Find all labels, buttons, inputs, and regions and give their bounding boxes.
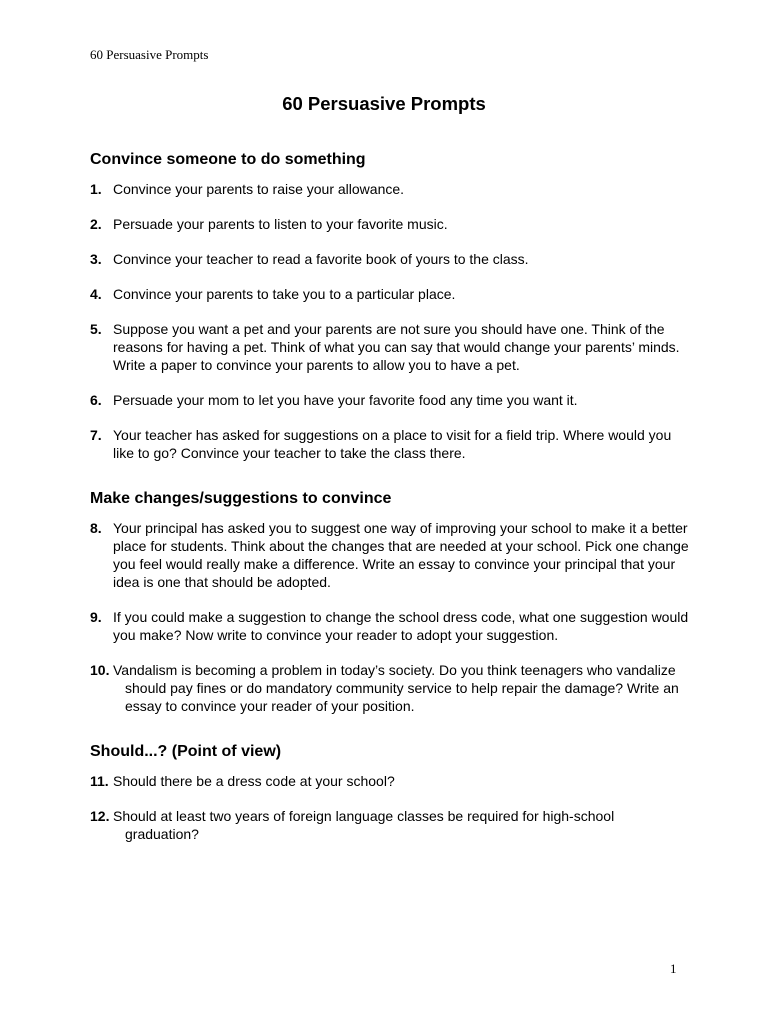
item-number: 11. [90, 773, 109, 789]
list-item [90, 180, 690, 198]
page-number: 1 [670, 961, 677, 976]
list-item [90, 320, 690, 374]
section-heading: Convince someone to do something [90, 151, 366, 168]
item-number: 8. [90, 520, 102, 536]
item-text: If you could make a suggestion to change the school dress code, what one suggestion would you make? Now write to convince your reader to adopt your suggestion. [113, 609, 689, 643]
section-heading: Should...? (Point of view) [90, 743, 282, 760]
item-number: 12. [90, 808, 110, 824]
item-text: Convince your parents to take you to a particular place. [113, 286, 456, 302]
list-item [90, 661, 690, 715]
item-number: 1. [90, 181, 102, 197]
list-item [90, 215, 690, 233]
item-text: Convince your teacher to read a favorite book of yours to the class. [113, 251, 529, 267]
item-text: Persuade your parents to listen to your favorite music. [113, 216, 448, 232]
document-body [90, 150, 690, 870]
item-text: Vandalism is becoming a problem in today’s society. Do you think teenagers who vandalize should pay fines or do mandatory community service to help repair the damage? Write an essay to convince your reader of your position. [113, 662, 679, 714]
list-item [90, 807, 690, 843]
item-number: 5. [90, 321, 102, 337]
item-number: 7. [90, 427, 102, 443]
item-text: Your principal has asked you to suggest one way of improving your school to make it a better place for students. Think about the changes that are needed at your school. Pick one change you feel would really make a difference. Write an essay to convince your principal that your idea is one that should be adopted. [113, 520, 689, 590]
item-number: 2. [90, 216, 102, 232]
running-header: 60 Persuasive Prompts [90, 47, 209, 62]
list-item [90, 285, 690, 303]
section-heading: Make changes/suggestions to convince [90, 490, 392, 507]
list-item [90, 772, 690, 790]
item-number: 6. [90, 392, 102, 408]
section-should-point-of-view [90, 742, 690, 843]
item-number: 4. [90, 286, 102, 302]
list-item [90, 391, 690, 409]
section-make-changes [90, 489, 690, 715]
item-text: Your teacher has asked for suggestions on a place to visit for a field trip. Where would you like to go? Convince your teacher to take the class there. [113, 427, 672, 461]
item-number: 9. [90, 609, 102, 625]
list-item [90, 519, 690, 591]
item-text: Convince your parents to raise your allowance. [113, 181, 405, 197]
item-text: Persuade your mom to let you have your favorite food any time you want it. [113, 392, 578, 408]
document-title: 60 Persuasive Prompts [282, 93, 486, 114]
list-item [90, 250, 690, 268]
section-convince-someone [90, 150, 690, 462]
item-text: Should at least two years of foreign language classes be required for high-school graduation? [113, 808, 615, 842]
item-text: Suppose you want a pet and your parents are not sure you should have one. Think of the reasons for having a pet. Think of what you can say that would change your parents’ minds. Write a paper to convince your parents to allow you to have a pet. [113, 321, 680, 373]
item-number: 3. [90, 251, 102, 267]
list-item [90, 426, 690, 462]
list-item [90, 608, 690, 644]
item-number: 10. [90, 662, 110, 678]
item-text: Should there be a dress code at your school? [113, 773, 395, 789]
